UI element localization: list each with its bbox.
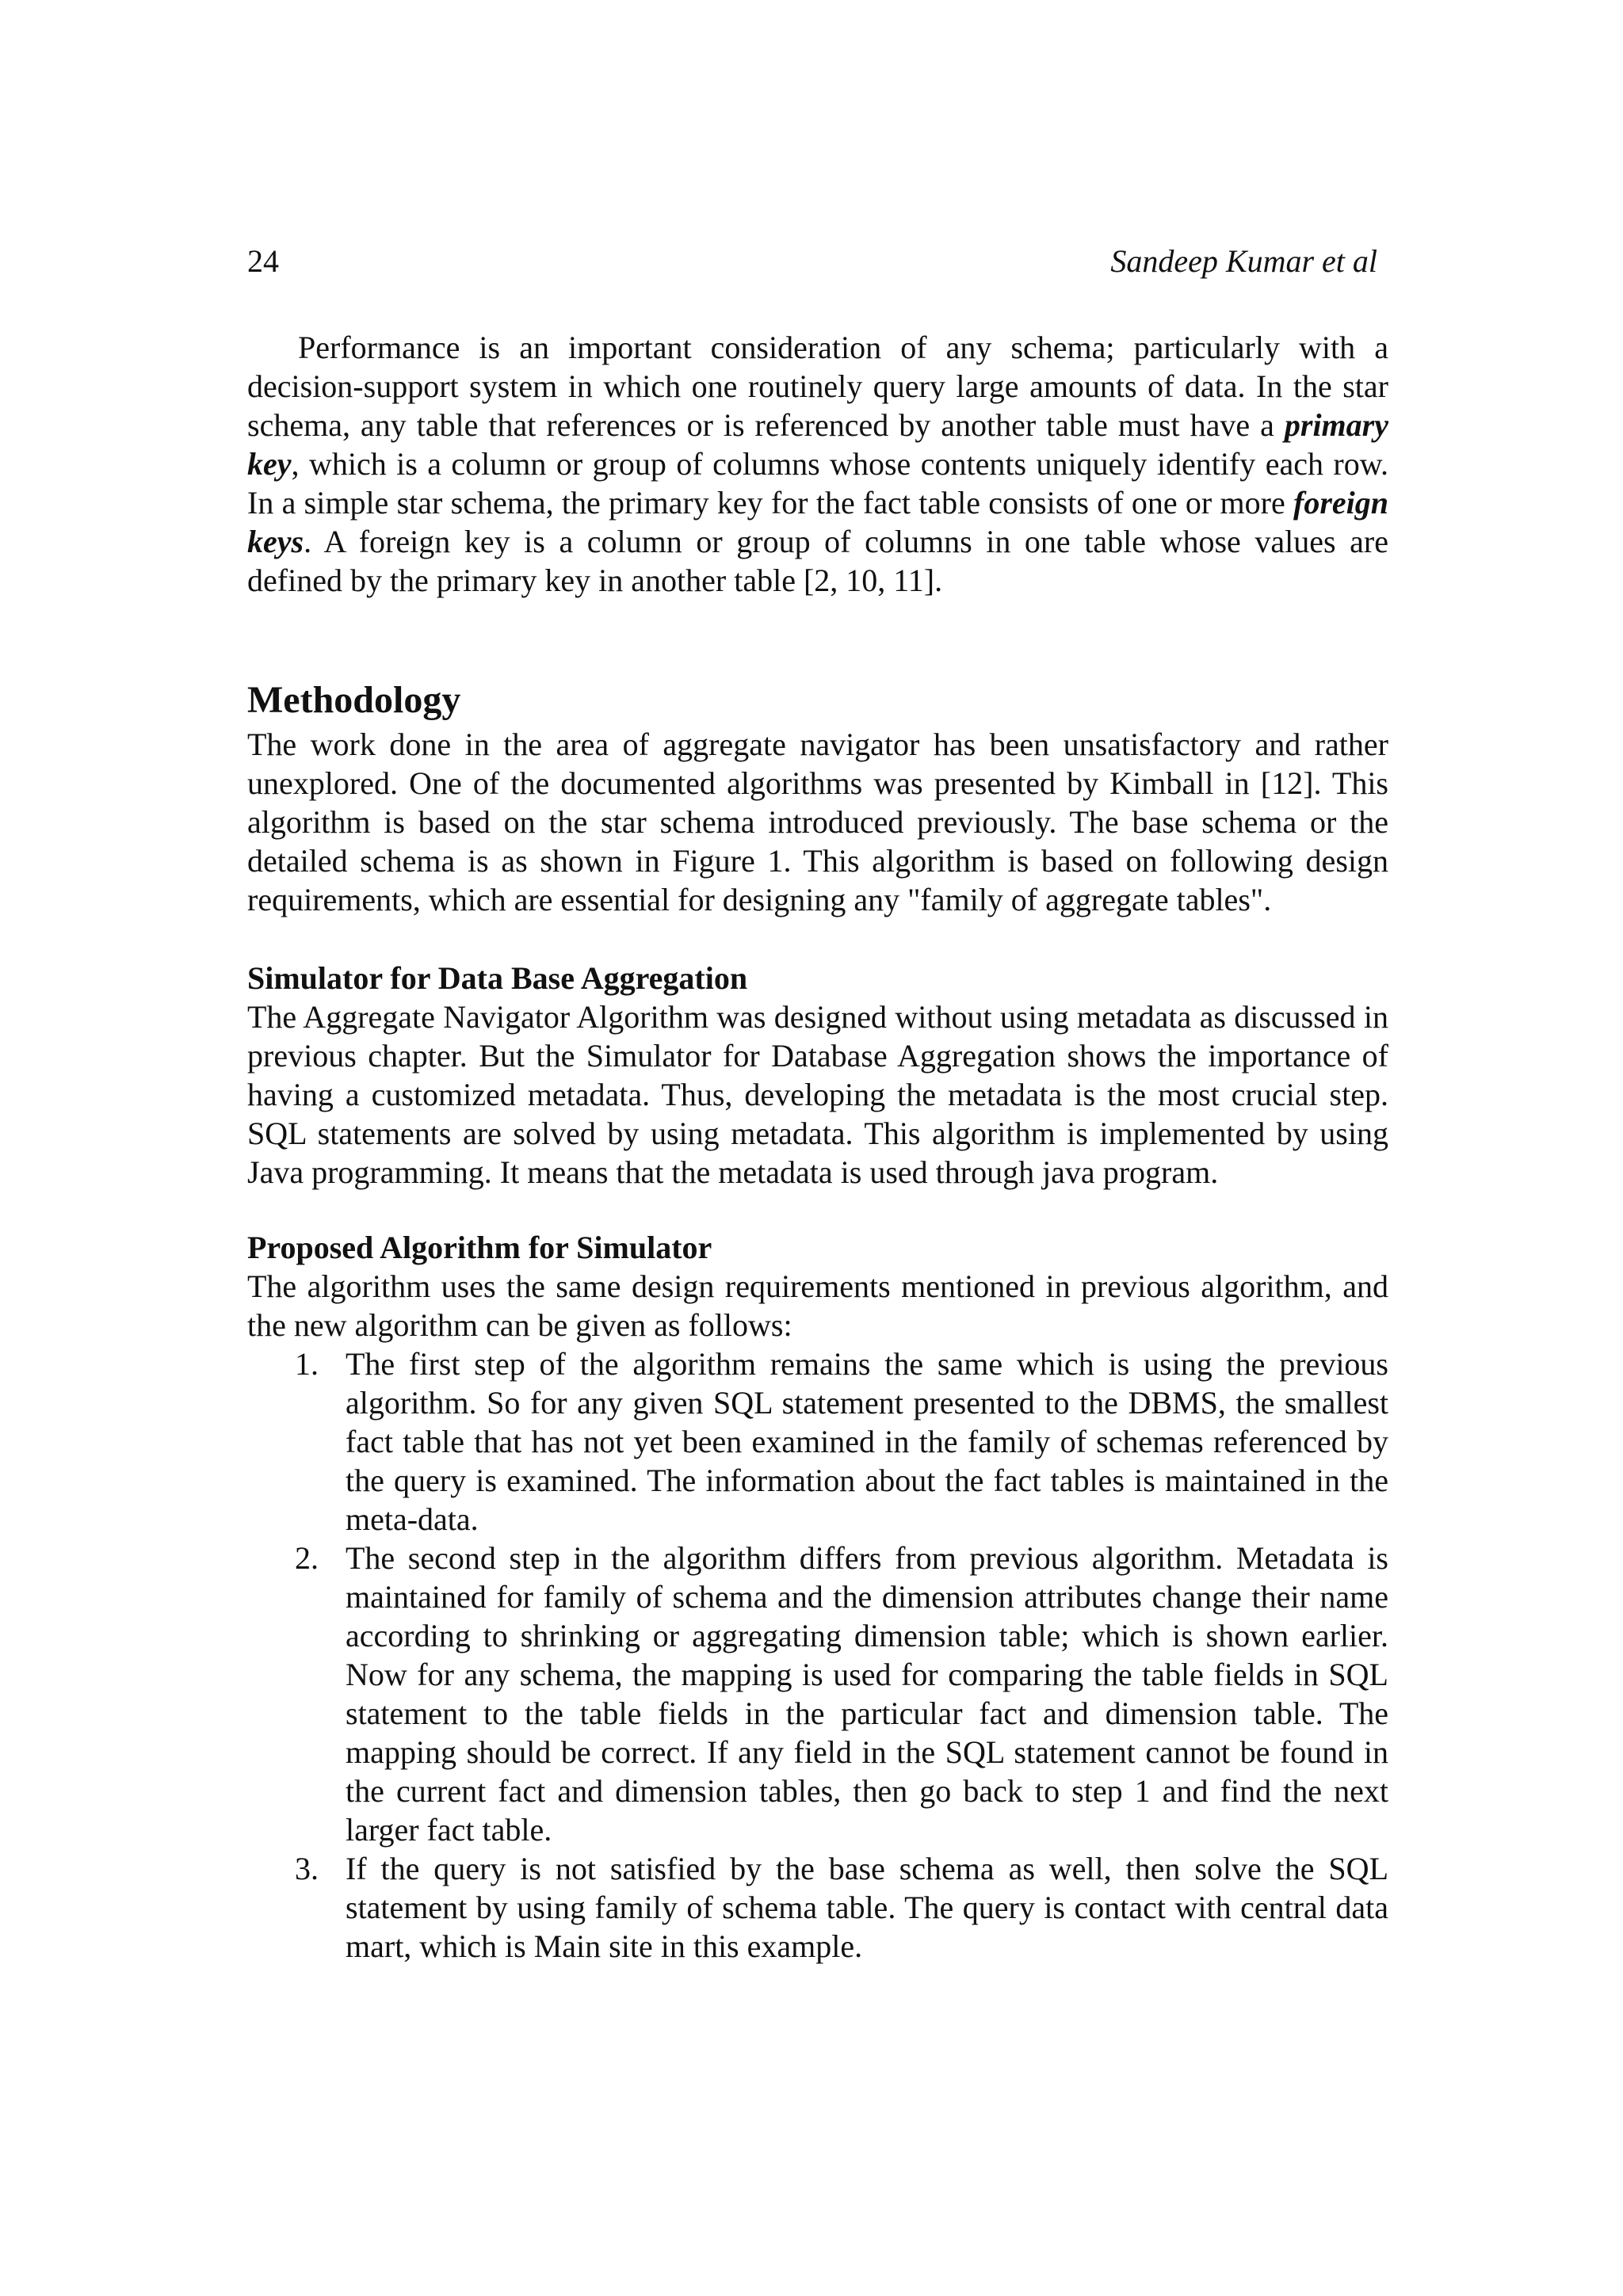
methodology-heading: Methodology [247, 679, 461, 721]
intro-text-3: . A foreign key is a column or group of columns in one table whose values are defined by the primary key in another table [2, 10, 11]. [247, 524, 1388, 598]
paper-page [247, 238, 1388, 1966]
algorithm-steps-list [247, 1344, 1388, 1966]
list-item [247, 1344, 1388, 1539]
step-text: The second step in the algorithm differs from previous algorithm. Metadata is maintained for family of schema and the dimension attributes change their name according to shrinking or aggregating dimension table; which is shown earlier. Now for any schema, the mapping is used for comparing the table fields in SQL statement to the table fields in the particular fact and dimension table. The mapping should be correct. If any field in the SQL statement cannot be found in the current fact and dimension tables, then go back to step 1 and find the next larger fact table. [346, 1540, 1388, 1848]
methodology-paragraph: The work done in the area of aggregate navigator has been unsatisfactory and rather unexplored. One of the documented algorithms was presented by Kimball in [12]. This algorithm is based on the star schema introduced previously. The base schema or the detailed schema is as shown in Figure 1. This algorithm is based on following design requirements, which are essential for designing any "family of aggregate tables". [247, 727, 1388, 917]
step-number: 1. [295, 1346, 319, 1382]
intro-text-1: Performance is an important consideration of any schema; particularly with a decision-support system in which one routinely query large amounts of data. In the star schema, any table that references or is referenced by another table must have a [247, 330, 1388, 443]
running-header [247, 238, 1388, 285]
list-item [247, 1849, 1388, 1966]
simulator-paragraph: The Aggregate Navigator Algorithm was designed without using metadata as discussed in previous chapter. But the Simulator for Database Aggregation shows the importance of having a customized metadata. Thus, developing the metadata is the most crucial step. SQL statements are solved by using metadata. This algorithm is implemented by using Java programming. It means that the metadata is used through java program. [247, 999, 1388, 1190]
term-primary-key: primary key [247, 407, 1388, 482]
running-author: Sandeep Kumar et al [1110, 243, 1377, 279]
intro-paragraph [247, 328, 1388, 600]
step-number: 2. [295, 1540, 319, 1576]
simulator-heading: Simulator for Data Base Aggregation [247, 960, 748, 996]
step-text: The first step of the algorithm remains the same which is using the previous algorithm. So for any given SQL statement presented to the DBMS, the smallest fact table that has not yet been examined in the family of schemas referenced by the query is examined. The information about the fact tables is maintained in the meta-data. [346, 1346, 1388, 1537]
page-number: 24 [247, 243, 279, 279]
proposed-algorithm-paragraph: The algorithm uses the same design requirements mentioned in previous algorithm, and the new algorithm can be given as follows: [247, 1268, 1388, 1343]
intro-text-2: , which is a column or group of columns whose contents uniquely identify each row. In a simple star schema, the primary key for the fact table consists of one or more [247, 446, 1388, 521]
term-foreign-keys: foreign keys [247, 485, 1388, 559]
step-text: If the query is not satisfied by the base schema as well, then solve the SQL statement by using family of schema table. The query is contact with central data mart, which is Main site in this example. [346, 1851, 1388, 1964]
list-item [247, 1539, 1388, 1849]
step-number: 3. [295, 1851, 319, 1886]
proposed-algorithm-heading: Proposed Algorithm for Simulator [247, 1230, 712, 1265]
